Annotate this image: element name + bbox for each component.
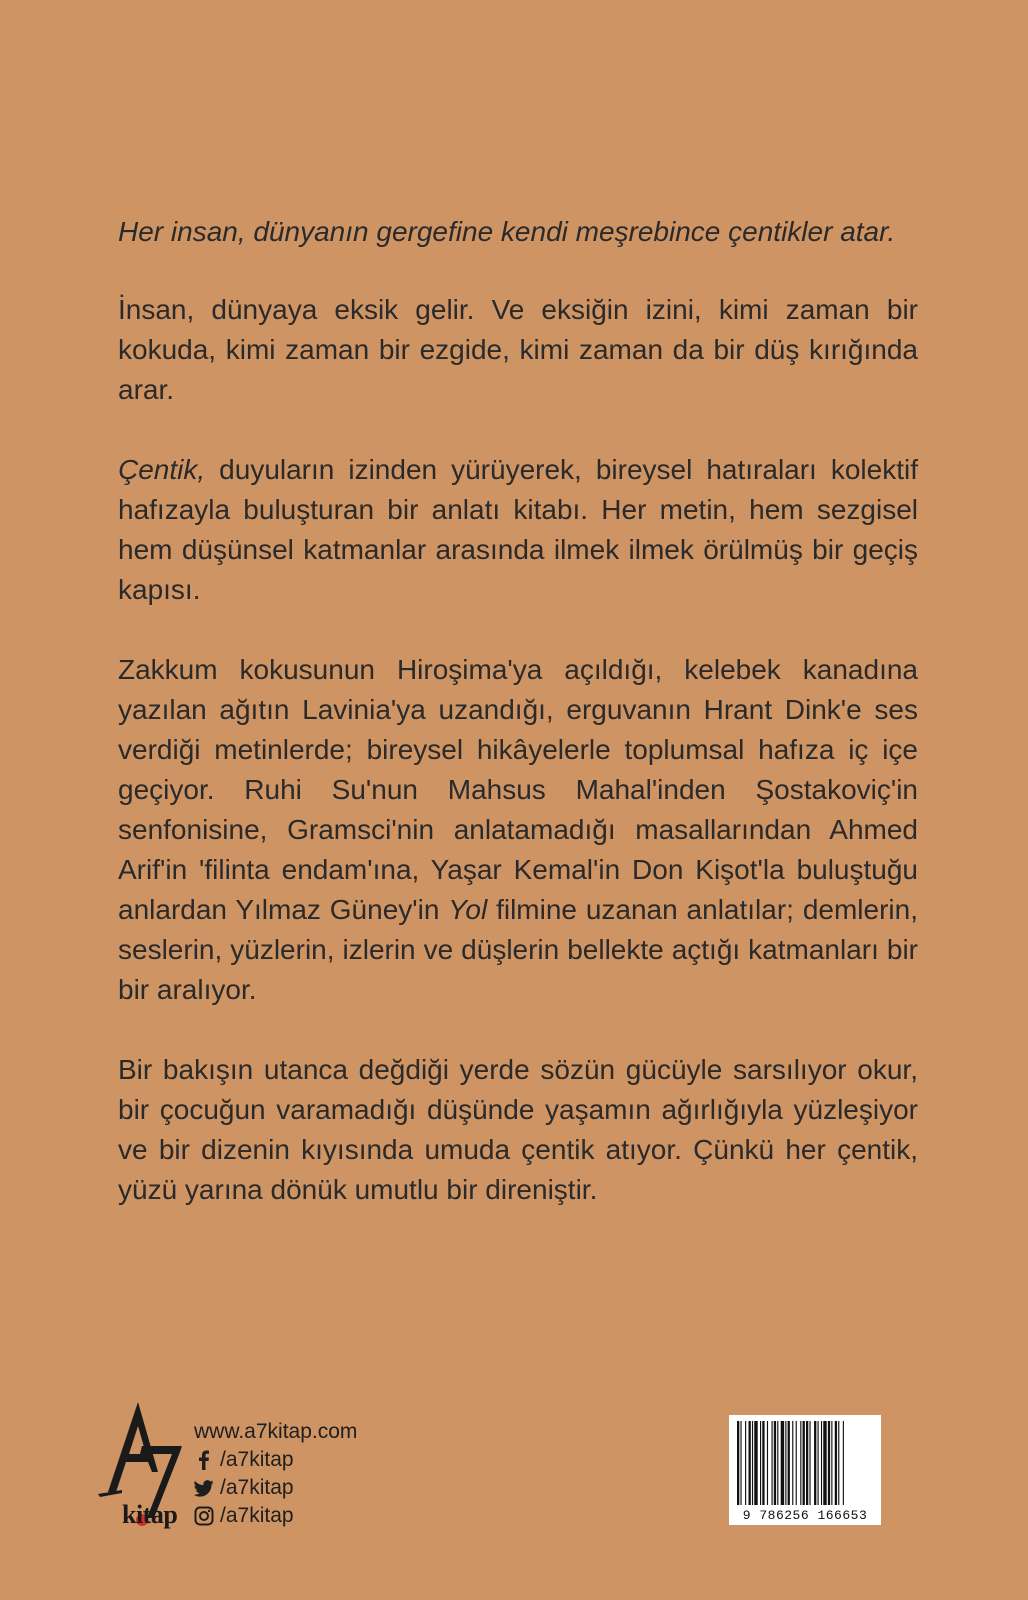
instagram-icon [194,1506,214,1526]
barcode-bar [788,1421,790,1505]
barcode-bar [796,1421,797,1505]
barcode-bar [821,1421,822,1505]
film-title: Yol [448,894,488,925]
blurb-paragraph-4: Bir bakışın utanca değdiği yerde sözün gücüyle sarsılıyor okur, bir çocuğun varamadığı düşünde yaşamın ağırlığıyla yüzleşiyor ve bir dizenin kıyısında umuda çentik atıyor. Çünkü her çentik, yüzü yarına dönük umutlu bir direniştir. [118,1054,918,1205]
barcode-bar [781,1421,784,1505]
blurb-paragraph-3 [118,650,918,1010]
barcode-bar [809,1421,810,1505]
facebook-row[interactable] [194,1446,357,1474]
barcode-bar [785,1421,786,1505]
barcode-bars [729,1415,881,1507]
barcode-bar [767,1421,768,1505]
isbn-barcode [729,1415,881,1525]
barcode-bar [823,1421,826,1505]
facebook-icon [194,1450,214,1470]
barcode-bar [814,1421,816,1505]
twitter-handle[interactable]: /a7kitap [220,1476,294,1499]
twitter-row[interactable] [194,1474,357,1502]
barcode-bar [828,1421,830,1505]
blurb-paragraph-1: İnsan, dünyaya eksik gelir. Ve eksiğin izini, kimi zaman bir kokuda, kimi zaman bir ezgide, kimi zaman da bir düş kırığında arar. [118,294,918,405]
barcode-bar [792,1421,793,1505]
tagline: Her insan, dünyanın gergefine kendi meşrebince çentikler atar. [118,216,896,247]
barcode-bar [737,1421,739,1505]
barcode-bar [838,1421,839,1505]
barcode-bar [835,1421,837,1505]
barcode-bar [754,1421,757,1505]
blurb-paragraph-3-text-a: Zakkum kokusunun Hiroşima'ya açıldığı, kelebek kanadına yazılan ağıtın Lavinia'ya uzandığı, erguvanın Hrant Dink'e ses verdiği metinlerde; bireysel hikâyelerle toplumsal hafıza iç içe geçiyor. Ruhi Su'nun Mahsus Mahal'inden Şostakoviç'in senfonisine, Gramsci'nin anlatamadığı masallarından Ahmed Arif'in 'filinta endam'ına, Yaşar Kemal'in Don Kişot'la buluştuğu anlardan Yılmaz Güney'in [118,654,918,925]
barcode-bar [843,1421,844,1505]
barcode-bar [777,1421,778,1505]
barcode-bar [762,1421,764,1505]
barcode-bar [740,1421,741,1505]
barcode-bar [749,1421,751,1505]
publisher-logo-word: kitap [122,1500,178,1529]
barcode-bar [752,1421,753,1505]
website-row[interactable] [194,1418,357,1446]
barcode-bar [760,1421,761,1505]
barcode-bar [745,1421,746,1505]
barcode-bar [800,1421,801,1505]
instagram-handle[interactable]: /a7kitap [220,1504,294,1527]
blurb-paragraph-2 [118,450,918,610]
barcode-bar [772,1421,773,1505]
barcode-bar [818,1421,819,1505]
blurb [118,212,918,1250]
website-link[interactable]: www.a7kitap.com [194,1420,358,1443]
barcode-bar [803,1421,805,1505]
isbn-number: 9 786256 166653 [742,1508,868,1523]
blurb-paragraph-2-text: duyuların izinden yürüyerek, bireysel hatıraları kolektif hafızayla buluşturan bir anlatı kitabı. Her metin, hem sezgisel hem düşünsel katmanlar arasında ilmek ilmek örülmüş bir geçiş kapısı. [118,454,918,605]
facebook-handle[interactable]: /a7kitap [220,1448,294,1471]
barcode-bar [774,1421,776,1505]
publisher-contacts [194,1418,357,1530]
twitter-icon [194,1478,214,1498]
blurb-paragraph-3-text-b: filmine uzanan anlatılar; demlerin, seslerin, yüzlerin, izlerin ve düşlerin bellekte açtığı katmanları bir bir aralıyor. [118,894,918,1005]
book-title: Çentik, [118,454,206,485]
barcode-bar [831,1421,832,1505]
barcode-bar [806,1421,808,1505]
instagram-row[interactable] [194,1502,357,1530]
